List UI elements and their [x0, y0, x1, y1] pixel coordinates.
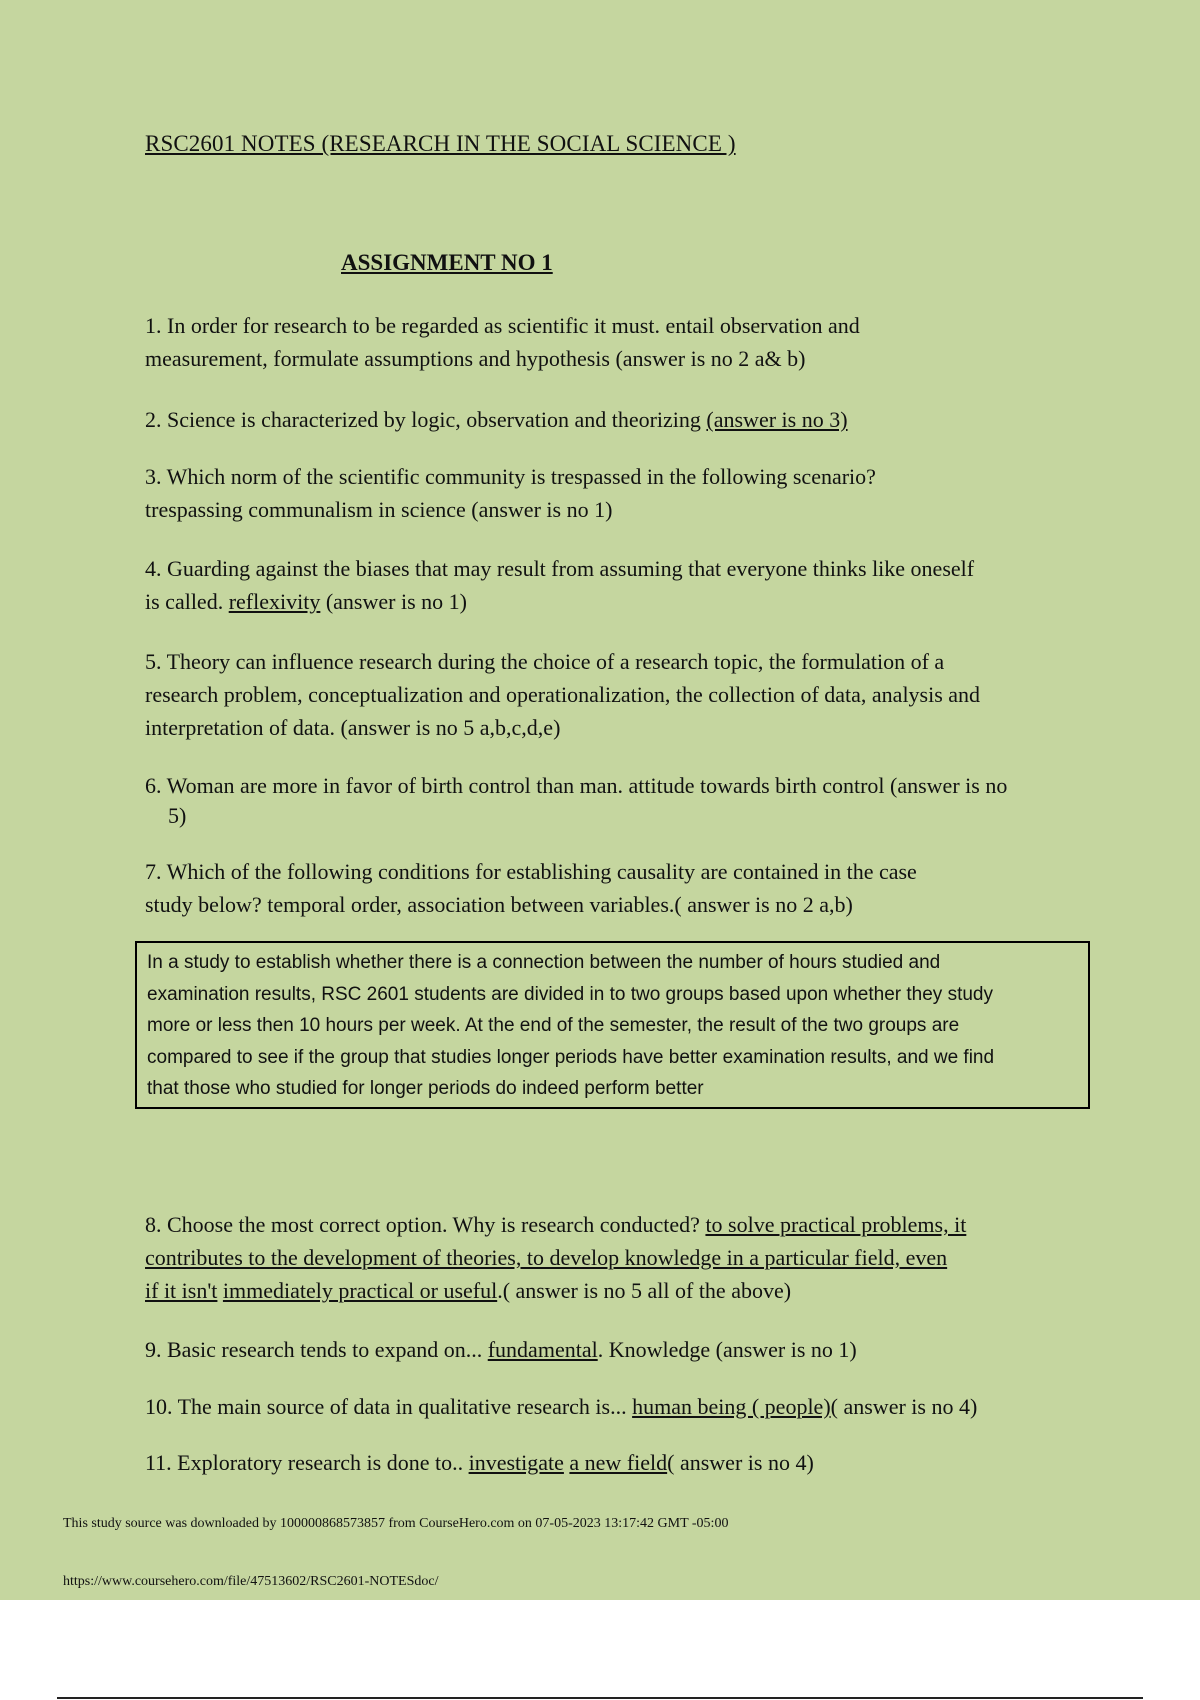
question-4-text: is called.	[145, 589, 229, 614]
document-title: RSC2601 NOTES (RESEARCH IN THE SOCIAL SCIENCE )	[145, 131, 736, 156]
question-8-text: 8. Choose the most correct option. Why is research conducted?	[145, 1212, 706, 1237]
question-4-answer: (answer is no 1)	[320, 589, 467, 614]
case-study-line: compared to see if the group that studies longer periods have better examination results, and we find	[147, 1046, 995, 1068]
question-1-line: 1. In order for research to be regarded as scientific it must. entail observation and	[145, 313, 860, 338]
question-3-line: 3. Which norm of the scientific community is trespassed in the following scenario?	[145, 464, 876, 489]
question-9-answer: . Knowledge (answer is no 1)	[597, 1337, 857, 1362]
question-11-term: a new field	[569, 1450, 668, 1475]
question-3	[145, 460, 1105, 526]
question-7-line: study below? temporal order, association between variables.( answer is no 2 a,b)	[145, 892, 853, 917]
question-9-text: 9. Basic research tends to expand on...	[145, 1337, 488, 1362]
question-7	[145, 855, 1105, 921]
question-8-answer: if it isn't	[145, 1278, 218, 1303]
question-2	[145, 403, 1105, 436]
assignment-heading: ASSIGNMENT NO 1	[341, 250, 553, 275]
question-7-line: 7. Which of the following conditions for establishing causality are contained in the case	[145, 859, 917, 884]
question-8-answer: to solve practical problems, it	[705, 1212, 967, 1237]
question-11-text: 11. Exploratory research is done to..	[145, 1450, 469, 1475]
question-10-answer: ( answer is no 4)	[830, 1394, 978, 1419]
question-8-answer: immediately practical or useful	[222, 1278, 498, 1303]
question-6-line: 6. Woman are more in favor of birth control than man. attitude towards birth control (answer is no	[145, 773, 1008, 798]
bottom-divider	[57, 1697, 1143, 1699]
question-8-answer: contributes to the development of theories, to develop knowledge in a particular field, even	[145, 1245, 948, 1270]
question-10-term: human being ( people)	[632, 1394, 831, 1419]
source-url-link[interactable]: https://www.coursehero.com/file/47513602/RSC2601-NOTESdoc/	[63, 1574, 439, 1589]
download-note: This study source was downloaded by 100000868573857 from CourseHero.com on 07-05-2023 13:17:42 GMT -05:00	[63, 1516, 729, 1531]
question-5-line: research problem, conceptualization and operationalization, the collection of data, analysis and	[145, 682, 981, 707]
question-4	[145, 552, 1105, 618]
question-5	[145, 645, 1105, 744]
question-2-text: 2. Science is characterized by logic, observation and theorizing	[145, 407, 707, 432]
question-9-term: fundamental	[487, 1337, 598, 1362]
question-11-answer: ( answer is no 4)	[667, 1450, 814, 1475]
question-10	[145, 1390, 1105, 1423]
question-4-term: reflexivity	[228, 589, 321, 614]
question-3-line: trespassing communalism in science (answer is no 1)	[145, 497, 613, 522]
case-study-line: more or less then 10 hours per week. At the end of the semester, the result of the two groups are	[147, 1015, 960, 1036]
question-6	[145, 771, 1105, 831]
question-11-term: investigate	[468, 1450, 564, 1475]
case-study-line: that those who studied for longer periods do indeed perform better	[147, 1078, 704, 1099]
question-9	[145, 1333, 1105, 1366]
case-study-line: In a study to establish whether there is a connection between the number of hours studied and	[147, 952, 941, 973]
question-4-line: 4. Guarding against the biases that may result from assuming that everyone thinks like oneself	[145, 556, 975, 581]
question-8	[145, 1208, 1105, 1307]
case-study-line: examination results, RSC 2601 students are divided in to two groups based upon whether they study	[147, 983, 994, 1005]
question-6-line: 5)	[168, 803, 187, 828]
question-1	[145, 309, 1105, 375]
question-8-result: .( answer is no 5 all of the above)	[497, 1278, 792, 1303]
question-10-text: 10. The main source of data in qualitative research is...	[145, 1394, 633, 1419]
case-study-box	[135, 941, 1090, 1109]
question-11	[145, 1446, 1105, 1479]
question-5-line: 5. Theory can influence research during the choice of a research topic, the formulation of a	[145, 649, 945, 674]
question-1-line: measurement, formulate assumptions and hypothesis (answer is no 2 a& b)	[145, 346, 806, 371]
question-5-line: interpretation of data. (answer is no 5 a,b,c,d,e)	[145, 715, 561, 740]
question-2-answer: (answer is no 3)	[706, 407, 848, 432]
